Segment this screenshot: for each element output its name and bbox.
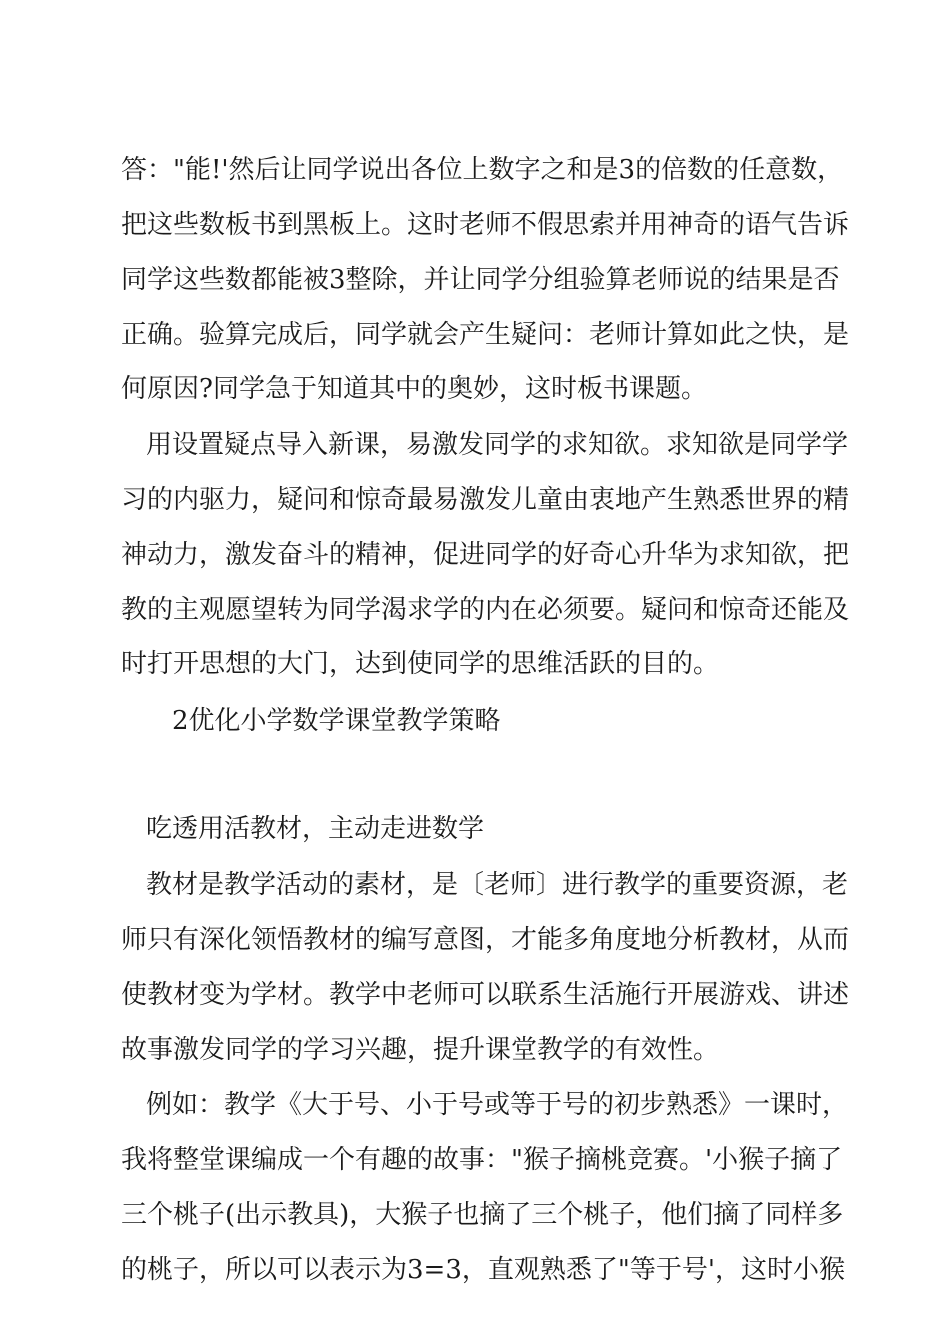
text-line: 三个桃子(出示教具)，大猴子也摘了三个桃子，他们摘了同样多 [121, 1200, 844, 1230]
text-line: 把这些数板书到黑板上。这时老师不假思索并用神奇的语气告诉 [121, 210, 850, 240]
text-line: 师只有深化领悟教材的编写意图，才能多角度地分析教材，从而 [121, 925, 850, 955]
section-heading: 2优化小学数学课堂教学策略 [172, 706, 501, 736]
text-line: 的桃子，所以可以表示为3=3，直观熟悉了"等于号'，这时小猴 [121, 1255, 845, 1285]
text-line: 答："能!'然后让同学说出各位上数字之和是3的倍数的任意数， [121, 155, 844, 185]
text-line: 时打开思想的大门，达到使同学的思维活跃的目的。 [121, 649, 720, 679]
text-line: 习的内驱力，疑问和惊奇最易激发儿童由衷地产生熟悉世界的精 [121, 485, 850, 515]
text-line: 故事激发同学的学习兴趣，提升课堂教学的有效性。 [121, 1035, 720, 1065]
paragraph-first-line: 教材是教学活动的素材，是〔老师〕进行教学的重要资源，老 [146, 870, 849, 900]
text-line: 使教材变为学材。教学中老师可以联系生活施行开展游戏、讲述 [121, 980, 850, 1010]
text-line: 正确。验算完成后，同学就会产生疑问：老师计算如此之快，是 [121, 320, 850, 350]
text-line: 何原因?同学急于知道其中的奥妙，这时板书课题。 [121, 374, 707, 404]
paragraph-first-line: 用设置疑点导入新课，易激发同学的求知欲。求知欲是同学学 [146, 430, 849, 460]
text-line: 神动力，激发奋斗的精神，促进同学的好奇心升华为求知欲，把 [121, 540, 850, 570]
text-line: 同学这些数都能被3整除，并让同学分组验算老师说的结果是否 [121, 265, 840, 295]
paragraph-first-line: 例如：教学《大于号、小于号或等于号的初步熟悉》一课时， [146, 1090, 849, 1120]
subsection-heading: 吃透用活教材，主动走进数学 [146, 814, 485, 844]
text-line: 教的主观愿望转为同学渴求学的内在必须要。疑问和惊奇还能及 [121, 595, 850, 625]
text-line: 我将整堂课编成一个有趣的故事："猴子摘桃竞赛。'小猴子摘了 [121, 1145, 843, 1175]
